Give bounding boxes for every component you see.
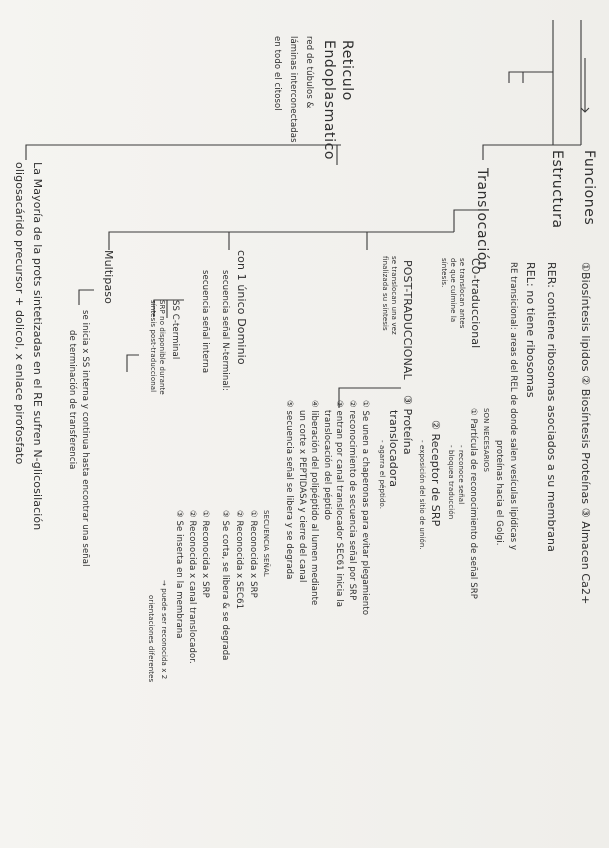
- unico-interna-1: ① Reconocida x SRP: [200, 510, 210, 598]
- estructura-connector: [553, 20, 581, 145]
- estructura-label: Estructura: [549, 150, 565, 229]
- translocacion-to-multipaso: [109, 232, 367, 250]
- post-note-2: finalizada su síntesis: [381, 256, 389, 331]
- translocacion-to-post: [229, 232, 454, 250]
- definition-line-3: en todo el citosol: [272, 36, 282, 111]
- unico-nterm-label: secuencia señal N-terminal:: [220, 270, 230, 392]
- co-item-1: ① Partícula de reconocimiento de señal SRP: [468, 408, 478, 599]
- definition-line-1: red de túbulos &: [304, 36, 314, 109]
- translocacion-connector: [483, 145, 553, 160]
- glicosilacion-line-2: oligosacárido precursor + dolicol, x enlace pirofosfato: [13, 162, 26, 465]
- post-step-3-line-1: ③ entran por canal translocador SEC61 inicia la: [334, 400, 344, 608]
- estructura-rer: RER: contiene ribosomas asociados a su membrana: [545, 262, 558, 552]
- post-note-1: se translocan una vez: [390, 256, 398, 335]
- estructura-to-rel: [523, 72, 553, 83]
- co-note-1: se translocan antes: [458, 258, 466, 329]
- multipaso-text-2: de terminación de transferencia: [67, 330, 77, 470]
- co-item-3-line-2: translocadora: [387, 410, 400, 488]
- unico-cterm-label: SS C-terminal: [170, 300, 180, 360]
- post-step-3-line-2: translocación del péptido: [322, 410, 332, 521]
- estructura-re-transicional-1: RE transicional: areas del REL de donde salen vesículas lipídicas y: [508, 262, 518, 551]
- unico-nterm-head: SECUENCIA SEÑAL: [262, 510, 270, 577]
- estructura-re-transicional-2: proteínas hacia el Golgi.: [494, 440, 504, 546]
- post-step-1: ① Se unen a chaperonas para evitar plegamiento: [360, 400, 370, 616]
- co-item-3a: - agarra el péptido.: [378, 440, 386, 510]
- unico-nterm-3: ③ Se corta, se libera & se degrada: [220, 510, 230, 661]
- unico-interna-label: secuencia señal interna: [200, 270, 210, 374]
- title-line-1: Reticulo: [339, 40, 355, 101]
- co-note-3: síntesis.: [440, 258, 448, 288]
- co-item-1b: - bloquea traducción: [447, 445, 455, 520]
- post-step-2: ② reconocimiento de secuencia señal por SRP: [347, 400, 357, 601]
- unico-cterm-2: síntesis post-traduccional: [149, 300, 157, 393]
- co-label: CO-traduccional: [469, 258, 482, 349]
- post-step-4-line-2: un corte x PEPTIDASA y cierre del canal: [297, 410, 307, 583]
- unico-interna-4: → puede ser reconocida x 2: [160, 580, 168, 680]
- unico-nterm-1: ① Reconocida x SRP: [248, 510, 258, 598]
- glicosilacion-line-1: La Mayoría de la prots sintetizadas en el RE sufren N-glicosilación: [31, 162, 44, 531]
- co-item-2a: - exposición del sitio de unión.: [418, 440, 426, 550]
- unico-cterm-connector: [127, 355, 139, 372]
- post-label: POST-TRADUCCIONAL: [401, 260, 414, 380]
- translocacion-to-unico: [367, 232, 454, 250]
- post-step-5: ⑤ secuencia señal se libera y se degrada: [284, 400, 294, 580]
- co-necesarios: SON NECESARIOS: [482, 408, 490, 473]
- unico-cterm-1: SRP no disponible durante: [158, 300, 166, 395]
- unico-interna-3: ③ Se inserta en la membrana: [174, 510, 184, 639]
- unico-interna-5: orientaciones diferentes: [147, 595, 155, 683]
- estructura-rel: REL: no tiene ribosomas: [524, 262, 537, 398]
- definition-line-2: láminas interconectadas: [288, 36, 298, 143]
- unico-interna-2: ② Reconocida x canal translocador.: [187, 510, 197, 664]
- title-line-2: Endoplasmatico: [321, 40, 337, 161]
- multipaso-connector: [79, 290, 94, 305]
- post-step-4-line-1: ④ liberación del polipéptido al lumen mediante: [309, 400, 319, 606]
- unico-label: con 1 único Dominio: [235, 250, 248, 365]
- funciones-text: ①Biosíntesis lipidos ② Biosíntesis Proteínas ③ Almacen Ca2+: [579, 262, 592, 605]
- funciones-label: Funciones: [581, 150, 597, 226]
- co-item-1a: - reconoce señal: [457, 445, 465, 505]
- multipaso-label: Multipaso: [102, 250, 115, 304]
- co-note-2: de que culmine la: [449, 258, 457, 323]
- co-item-3-line-1: ③ Proteína: [401, 395, 414, 455]
- glicosilacion-connector: [26, 145, 61, 160]
- unico-nterm-2: ② Reconocida x SEC61: [234, 510, 244, 610]
- co-item-2: ② Receptor de SRP: [429, 420, 442, 527]
- multipaso-text-1: se inicia x SS interna y continua hasta encontrar una señal: [80, 310, 90, 567]
- translocacion-label: Translocación: [474, 168, 490, 271]
